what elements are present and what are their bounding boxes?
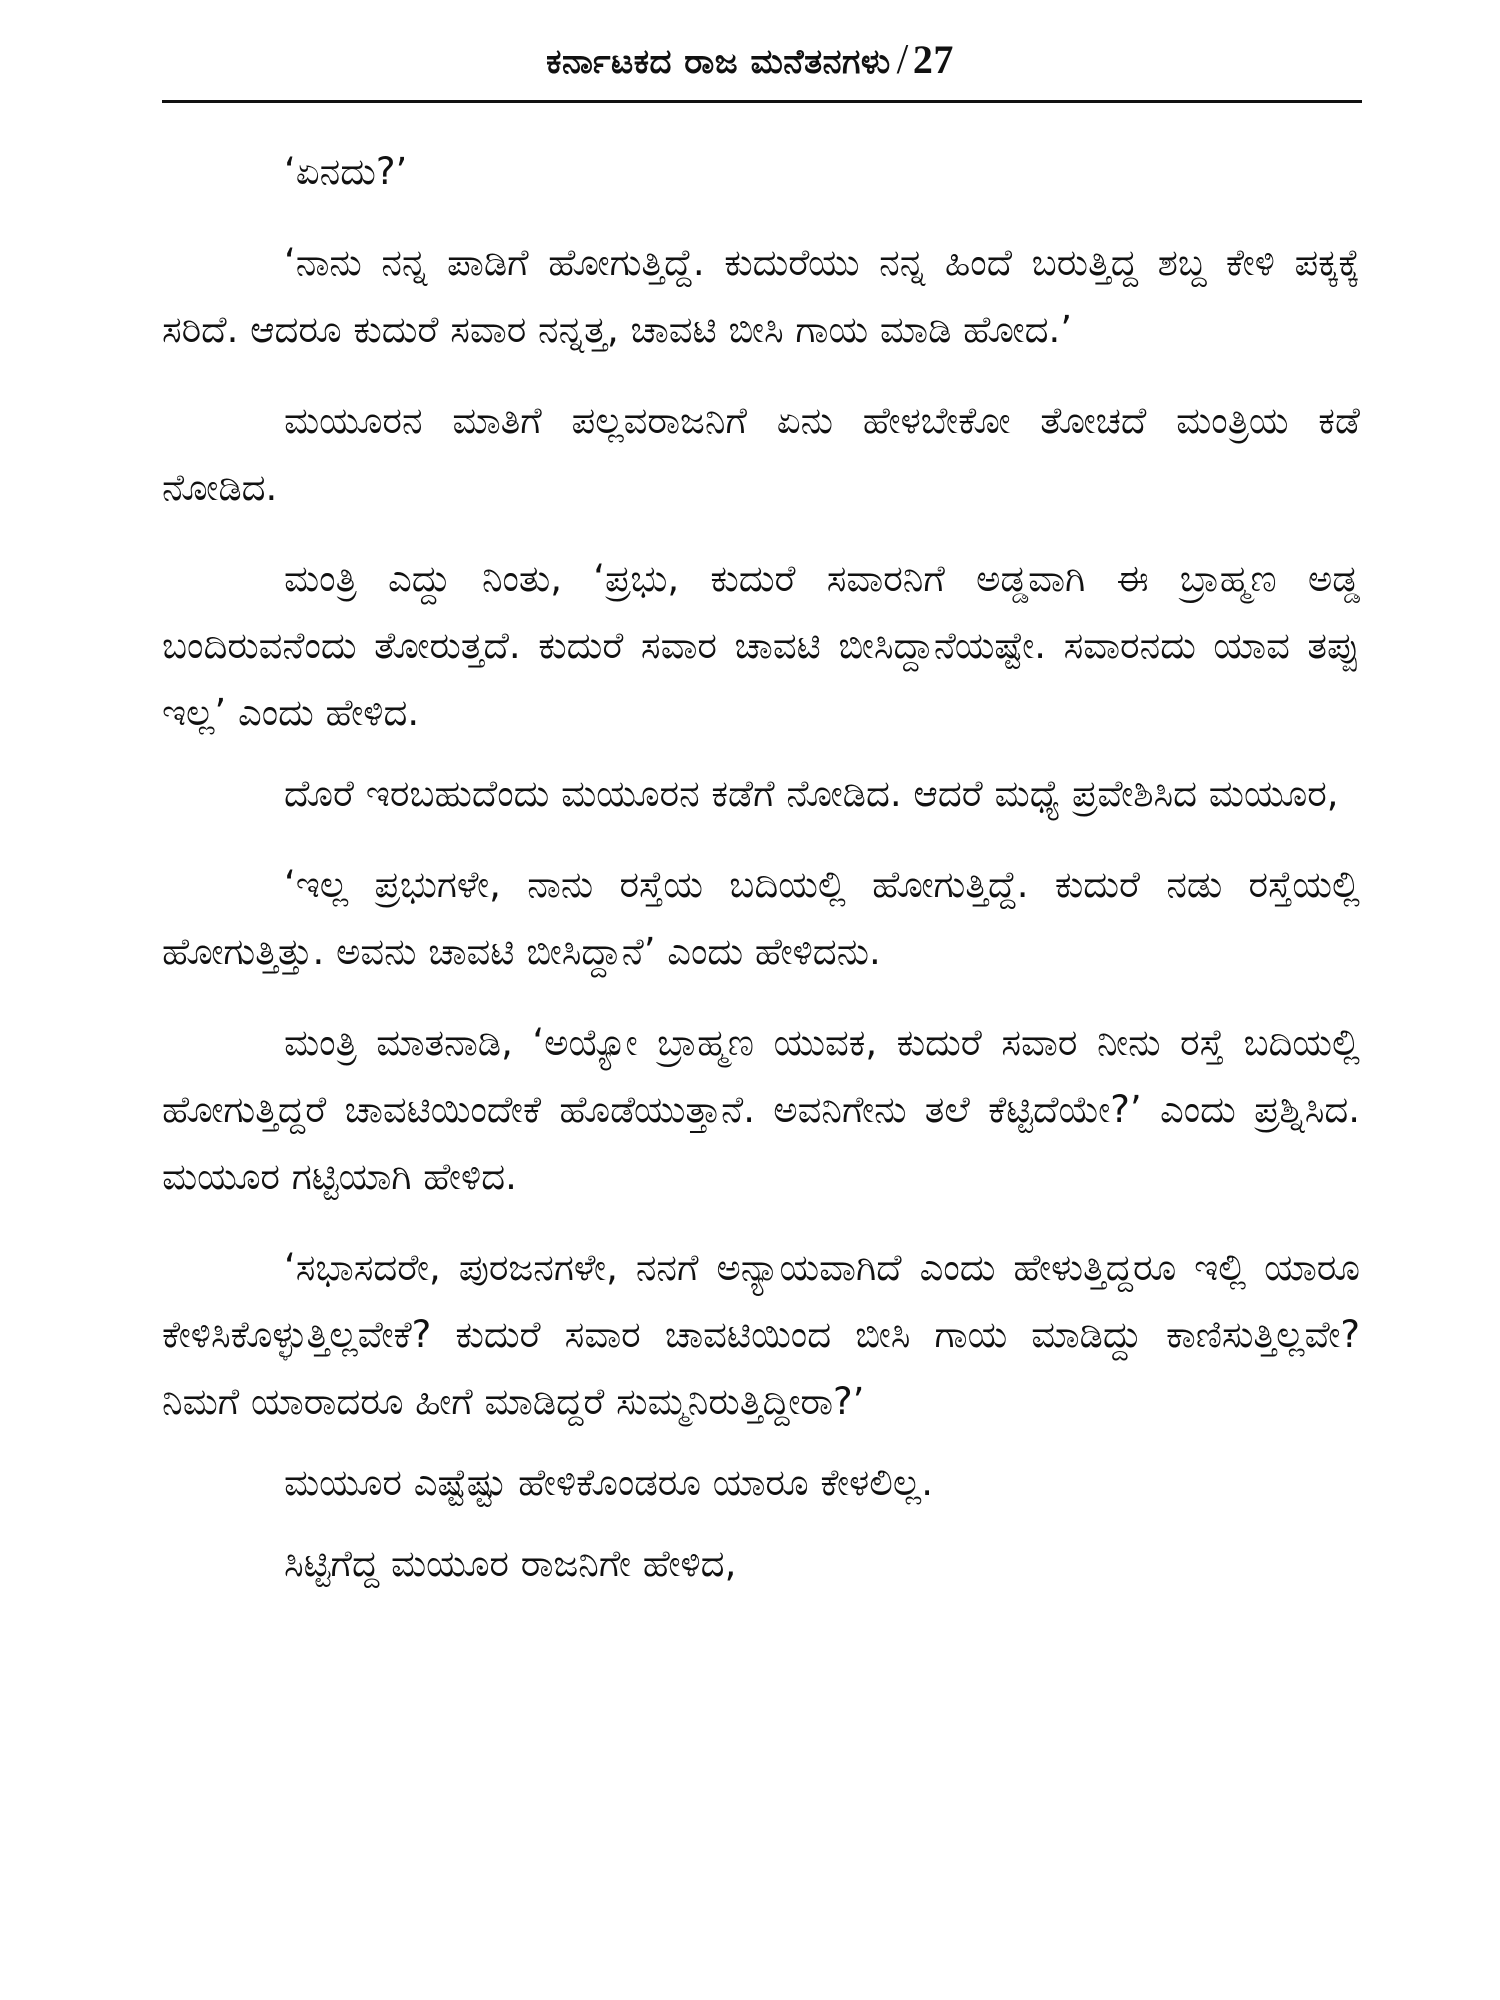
paragraph-8: ‘ಸಭಾಸದರೇ, ಪುರಜನಗಳೇ, ನನಗೆ ಅನ್ಯಾಯವಾಗಿದೆ ಎಂದು ಹೇಳುತ್ತಿದ್ದರೂ ಇಲ್ಲಿ ಯಾರೂ ಕೇಳಿಸಿಕೊಳ್ಳುತ್ತಿಲ್ಲವೇಕೆ? ಕುದುರೆ ಸವಾರ ಚಾವಟಿಯಿಂದ ಬೀಸಿ ಗಾಯ ಮಾಡಿದ್ದು ಕಾಣಿಸುತ್ತಿಲ್ಲವೇ? ನಿಮಗೆ ಯಾರಾದರೂ ಹೀಗೆ ಮಾಡಿದ್ದರೆ ಸುಮ್ಮನಿರುತ್ತಿದ್ದೀರಾ?’ — [162, 1246, 1360, 1423]
book-title: ಕರ್ನಾಟಕದ ರಾಜ ಮನೆತನಗಳು — [546, 42, 891, 82]
header-rule — [162, 100, 1362, 103]
paragraph-6: ‘ಇಲ್ಲ ಪ್ರಭುಗಳೇ, ನಾನು ರಸ್ತೆಯ ಬದಿಯಲ್ಲಿ ಹೋಗುತ್ತಿದ್ದೆ. ಕುದುರೆ ನಡು ರಸ್ತೆಯಲ್ಲಿ ಹೋಗುತ್ತಿತ್ತು. ಅವನು ಚಾವಟಿ ಬೀಸಿದ್ದಾನೆ’ ಎಂದು ಹೇಳಿದನು. — [162, 863, 1360, 973]
paragraph-3: ಮಯೂರನ ಮಾತಿಗೆ ಪಲ್ಲವರಾಜನಿಗೆ ಏನು ಹೇಳಬೇಕೋ ತೋಚದೆ ಮಂತ್ರಿಯ ಕಡೆ ನೋಡಿದ. — [162, 399, 1360, 509]
running-header — [0, 36, 1500, 86]
paragraph-9: ಮಯೂರ ಎಷ್ಟೆಷ್ಟು ಹೇಳಿಕೊಂಡರೂ ಯಾರೂ ಕೇಳಲಿಲ್ಲ. — [284, 1461, 933, 1504]
paragraph-5: ದೊರೆ ಇರಬಹುದೆಂದು ಮಯೂರನ ಕಡೆಗೆ ನೋಡಿದ. ಆದರೆ ಮಧ್ಯೆ ಪ್ರವೇಶಿಸಿದ ಮಯೂರ, — [284, 772, 1339, 815]
header-separator: / — [896, 37, 909, 83]
paragraph-4: ಮಂತ್ರಿ ಎದ್ದು ನಿಂತು, ‘ಪ್ರಭು, ಕುದುರೆ ಸವಾರನಿಗೆ ಅಡ್ಡವಾಗಿ ಈ ಬ್ರಾಹ್ಮಣ ಅಡ್ಡ ಬಂದಿರುವನೆಂದು ತೋರುತ್ತದೆ. ಕುದುರೆ ಸವಾರ ಚಾವಟಿ ಬೀಸಿದ್ದಾನೆಯಷ್ಟೇ. ಸವಾರನದು ಯಾವ ತಪ್ಪು ಇಲ್ಲ’ ಎಂದು ಹೇಳಿದ. — [162, 557, 1360, 734]
paragraph-2: ‘ನಾನು ನನ್ನ ಪಾಡಿಗೆ ಹೋಗುತ್ತಿದ್ದೆ. ಕುದುರೆಯು ನನ್ನ ಹಿಂದೆ ಬರುತ್ತಿದ್ದ ಶಬ್ದ ಕೇಳಿ ಪಕ್ಕಕ್ಕೆ ಸರಿದೆ. ಆದರೂ ಕುದುರೆ ಸವಾರ ನನ್ನತ್ತ, ಚಾವಟಿ ಬೀಸಿ ಗಾಯ ಮಾಡಿ ಹೋದ.’ — [162, 241, 1360, 351]
paragraph-1: ‘ಏನದು?’ — [284, 150, 408, 193]
body-text — [162, 138, 1360, 1611]
page-number: 27 — [912, 37, 954, 82]
paragraph-7: ಮಂತ್ರಿ ಮಾತನಾಡಿ, ‘ಅಯ್ಯೋ ಬ್ರಾಹ್ಮಣ ಯುವಕ, ಕುದುರೆ ಸವಾರ ನೀನು ರಸ್ತೆ ಬದಿಯಲ್ಲಿ ಹೋಗುತ್ತಿದ್ದರೆ ಚಾವಟಿಯಿಂದೇಕೆ ಹೊಡೆಯುತ್ತಾನೆ. ಅವನಿಗೇನು ತಲೆ ಕೆಟ್ಟಿದೆಯೇ?’ ಎಂದು ಪ್ರಶ್ನಿಸಿದ. ಮಯೂರ ಗಟ್ಟಿಯಾಗಿ ಹೇಳಿದ. — [162, 1021, 1360, 1198]
paragraph-10: ಸಿಟ್ಟಿಗೆದ್ದ ಮಯೂರ ರಾಜನಿಗೇ ಹೇಳಿದ, — [284, 1542, 737, 1585]
